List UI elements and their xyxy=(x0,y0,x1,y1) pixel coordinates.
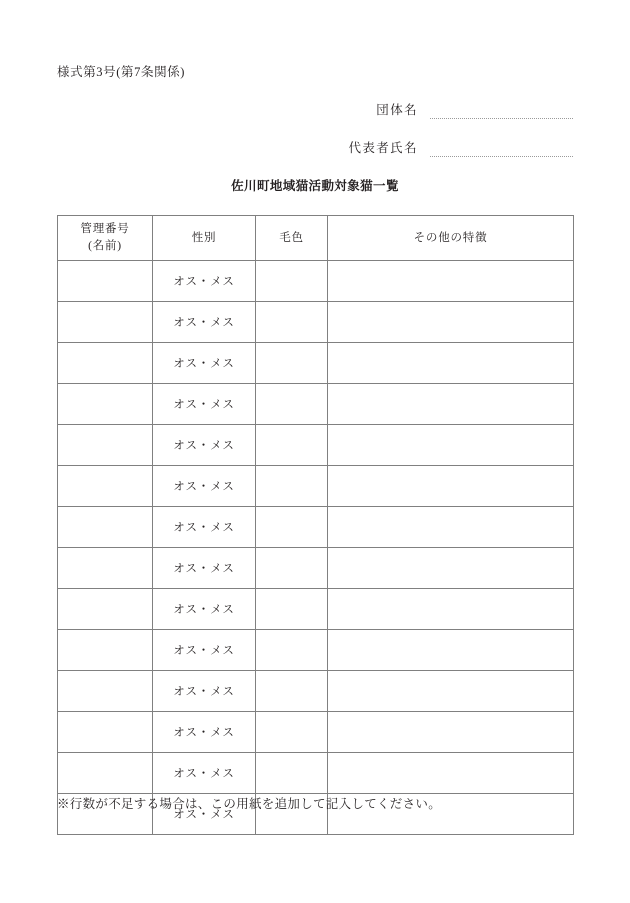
cell-other-features[interactable] xyxy=(328,384,574,425)
table-row xyxy=(58,384,574,425)
cell-management-number[interactable] xyxy=(58,507,153,548)
cell-coat-color[interactable] xyxy=(256,384,328,425)
cell-other-features[interactable] xyxy=(328,425,574,466)
organization-name-input[interactable] xyxy=(430,105,573,119)
cell-sex[interactable]: オス・メス xyxy=(153,671,256,712)
table-row xyxy=(58,343,574,384)
cell-sex[interactable]: オス・メス xyxy=(153,548,256,589)
column-header-management-number-line1: 管理番号 xyxy=(80,223,130,236)
cell-management-number[interactable] xyxy=(58,548,153,589)
organization-name-label: 団体名 xyxy=(376,103,418,117)
cell-management-number[interactable] xyxy=(58,630,153,671)
cell-coat-color[interactable] xyxy=(256,671,328,712)
table-row xyxy=(58,712,574,753)
entry-fields-block xyxy=(273,100,573,176)
cell-coat-color[interactable] xyxy=(256,712,328,753)
representative-name-input[interactable] xyxy=(430,143,573,157)
table-body xyxy=(58,261,574,835)
table-row xyxy=(58,548,574,589)
cell-management-number[interactable] xyxy=(58,343,153,384)
table-header xyxy=(58,216,574,261)
cell-management-number[interactable] xyxy=(58,302,153,343)
cell-other-features[interactable] xyxy=(328,507,574,548)
cell-other-features[interactable] xyxy=(328,302,574,343)
table-row xyxy=(58,630,574,671)
cell-sex[interactable]: オス・メス xyxy=(153,343,256,384)
cat-list-table xyxy=(57,215,574,835)
table-header-row xyxy=(58,216,574,261)
cell-coat-color[interactable] xyxy=(256,302,328,343)
cell-other-features[interactable] xyxy=(328,589,574,630)
cell-sex[interactable]: オス・メス xyxy=(153,261,256,302)
footnote: ※行数が不足する場合は、この用紙を追加して記入してください。 xyxy=(57,797,442,811)
representative-name-label: 代表者氏名 xyxy=(348,141,418,155)
cell-sex[interactable]: オス・メス xyxy=(153,794,256,835)
page-title: 佐川町地域猫活動対象猫一覧 xyxy=(231,179,399,193)
cell-management-number[interactable] xyxy=(58,425,153,466)
cell-management-number[interactable] xyxy=(58,384,153,425)
cell-coat-color[interactable] xyxy=(256,548,328,589)
cell-management-number[interactable] xyxy=(58,589,153,630)
column-header-sex: 性別 xyxy=(153,216,256,261)
cell-coat-color[interactable] xyxy=(256,630,328,671)
cell-coat-color[interactable] xyxy=(256,343,328,384)
table-row xyxy=(58,425,574,466)
table-row xyxy=(58,589,574,630)
cell-other-features[interactable] xyxy=(328,630,574,671)
column-header-other-features: その他の特徴 xyxy=(328,216,574,261)
table-row xyxy=(58,671,574,712)
column-header-coat-color: 毛色 xyxy=(256,216,328,261)
cell-sex[interactable]: オス・メス xyxy=(153,630,256,671)
cell-management-number[interactable] xyxy=(58,712,153,753)
form-number: 様式第3号(第7条関係) xyxy=(57,65,186,79)
cell-sex[interactable]: オス・メス xyxy=(153,712,256,753)
column-header-management-number xyxy=(58,216,153,261)
cell-coat-color[interactable] xyxy=(256,753,328,794)
cell-sex[interactable]: オス・メス xyxy=(153,384,256,425)
cell-other-features[interactable] xyxy=(328,712,574,753)
table-row xyxy=(58,261,574,302)
cell-management-number[interactable] xyxy=(58,671,153,712)
cell-coat-color[interactable] xyxy=(256,589,328,630)
table-row xyxy=(58,466,574,507)
cell-coat-color[interactable] xyxy=(256,466,328,507)
entry-row-representative xyxy=(273,138,573,157)
cell-sex[interactable]: オス・メス xyxy=(153,302,256,343)
column-header-management-number-line2: (名前) xyxy=(88,240,122,252)
table-row xyxy=(58,302,574,343)
table-row xyxy=(58,507,574,548)
cell-sex[interactable]: オス・メス xyxy=(153,466,256,507)
cell-other-features[interactable] xyxy=(328,671,574,712)
cell-other-features[interactable] xyxy=(328,466,574,507)
cell-other-features[interactable] xyxy=(328,261,574,302)
cell-coat-color[interactable] xyxy=(256,425,328,466)
entry-row-organization xyxy=(273,100,573,119)
cell-management-number[interactable] xyxy=(58,753,153,794)
cell-coat-color[interactable] xyxy=(256,507,328,548)
cell-sex[interactable]: オス・メス xyxy=(153,507,256,548)
cell-other-features[interactable] xyxy=(328,753,574,794)
cell-management-number[interactable] xyxy=(58,261,153,302)
cell-sex[interactable]: オス・メス xyxy=(153,425,256,466)
cell-other-features[interactable] xyxy=(328,343,574,384)
cell-coat-color[interactable] xyxy=(256,261,328,302)
cell-management-number[interactable] xyxy=(58,466,153,507)
cell-sex[interactable]: オス・メス xyxy=(153,589,256,630)
cell-other-features[interactable] xyxy=(328,548,574,589)
table-row xyxy=(58,753,574,794)
cell-sex[interactable]: オス・メス xyxy=(153,753,256,794)
